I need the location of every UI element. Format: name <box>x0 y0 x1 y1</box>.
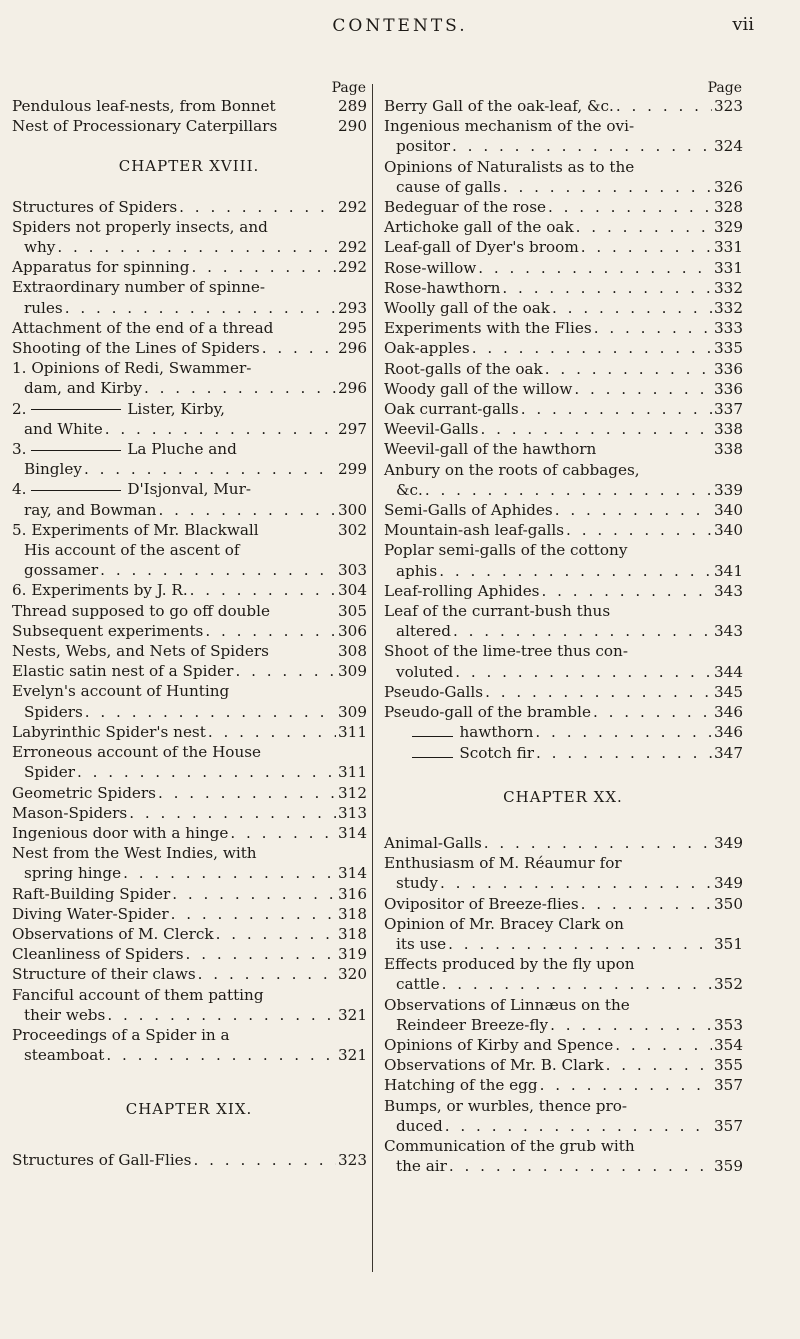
toc-entry: Woolly gall of the oak . . . 332 <box>384 298 742 318</box>
ditto-rule <box>31 409 121 410</box>
toc-entry: Structure of their claws . . . 320 <box>12 964 366 984</box>
page-column-header: Page <box>707 80 742 96</box>
toc-entry-line: Opinions of Naturalists as to the <box>384 157 635 176</box>
running-head: CONTENTS. <box>332 16 468 36</box>
toc-entry: Woody gall of the willow . . . 336 <box>384 379 742 399</box>
toc-entry-line: His account of the ascent of <box>24 541 240 560</box>
toc-entry-line: 4. D'Isjonval, Mur- <box>12 480 251 499</box>
toc-entry: ray, and Bowman . . . 300 <box>12 500 366 520</box>
toc-entry: its use . . . 351 <box>384 934 742 954</box>
toc-entry-line: Fanciful account of them patting <box>12 985 264 1004</box>
toc-entry: Opinions of Kirby and Spence . . . 354 <box>384 1035 742 1055</box>
toc-entry: Reindeer Breeze-fly . . . 353 <box>384 1015 742 1035</box>
toc-entry: Subsequent experiments . . . 306 <box>12 621 366 641</box>
toc-entry: Spiders . . . 309 <box>12 702 366 722</box>
toc-entry-line: Poplar semi-galls of the cottony <box>384 541 628 560</box>
toc-entry-line: Anbury on the roots of cabbages, <box>384 460 640 479</box>
toc-entry-line: Nest from the West Indies, with <box>12 844 257 863</box>
column-divider <box>372 84 373 1272</box>
toc-entry: Apparatus for spinning . . . 292 <box>12 257 366 277</box>
toc-entry: Animal-Galls . . . 349 <box>384 833 742 853</box>
toc-entry: Bedeguar of the rose . . . 328 <box>384 197 742 217</box>
toc-entry-line: 2. Lister, Kirby, <box>12 399 225 418</box>
toc-entry: Observations of Mr. B. Clark . . . 355 <box>384 1055 742 1075</box>
toc-entry: aphis . . . 341 <box>384 561 742 581</box>
toc-entry-line: Extraordinary number of spinne- <box>12 278 265 297</box>
toc-entry: Geometric Spiders . . . 312 <box>12 783 366 803</box>
toc-entry: cause of galls . . . 326 <box>384 177 742 197</box>
page-column-header: Page <box>331 80 366 96</box>
left-column <box>12 80 366 1170</box>
toc-entry: spring hinge . . . 314 <box>12 863 366 883</box>
toc-entry: Ingenious door with a hinge . . . 314 <box>12 823 366 843</box>
toc-entry: altered . . . 343 <box>384 621 742 641</box>
toc-entry-line: 3. La Pluche and <box>12 440 237 459</box>
toc-entry: duced . . . 357 <box>384 1116 742 1136</box>
toc-entry: Elastic satin nest of a Spider . . . 309 <box>12 661 366 681</box>
chapter-heading: CHAPTER XVIII. <box>118 157 260 176</box>
toc-entry-line: Shoot of the lime-tree thus con- <box>384 642 628 661</box>
toc-entry: Scotch fir . . . 347 <box>384 743 742 763</box>
toc-entry: study . . . 349 <box>384 873 742 893</box>
toc-entry: Pseudo-Galls . . . 345 <box>384 682 742 702</box>
toc-entry-line: Communication of the grub with <box>384 1136 635 1155</box>
toc-entry: Semi-Galls of Aphides . . . 340 <box>384 500 742 520</box>
ditto-rule <box>31 450 121 451</box>
toc-entry: Hatching of the egg . . . 357 <box>384 1075 742 1095</box>
toc-entry: Root-galls of the oak . . . 336 <box>384 359 742 379</box>
toc-entry: Mountain-ash leaf-galls . . . 340 <box>384 520 742 540</box>
toc-entry: Experiments with the Flies . . . 333 <box>384 318 742 338</box>
toc-entry: steamboat . . . 321 <box>12 1045 366 1065</box>
toc-entry: Leaf-rolling Aphides . . . 343 <box>384 581 742 601</box>
toc-entry: voluted . . . 344 <box>384 662 742 682</box>
toc-entry-line: Evelyn's account of Hunting <box>12 682 230 701</box>
toc-entry: Bingley . . . 299 <box>12 459 366 479</box>
toc-entry: Oak-apples . . . 335 <box>384 338 742 358</box>
toc-entry: Artichoke gall of the oak . . . 329 <box>384 217 742 237</box>
chapter-heading: CHAPTER XIX. <box>125 1100 253 1119</box>
toc-entry-line: Bumps, or wurbles, thence pro- <box>384 1096 628 1115</box>
toc-entry: 6. Experiments by J. R. . . . 304 <box>12 580 366 600</box>
toc-entry-line: Spiders not properly insects, and <box>12 217 268 236</box>
toc-entry: gossamer . . . 303 <box>12 560 366 580</box>
toc-entry: Rose-willow . . . 331 <box>384 258 742 278</box>
toc-entry-line: Opinion of Mr. Bracey Clark on <box>384 914 624 933</box>
folio-page-number: vii <box>732 14 754 35</box>
toc-entry: Berry Gall of the oak-leaf, &c. . . . 323 <box>384 96 742 116</box>
toc-entry: hawthorn . . . 346 <box>384 722 742 742</box>
toc-entry: dam, and Kirby . . . 296 <box>12 378 366 398</box>
toc-entry: Spider . . . 311 <box>12 762 366 782</box>
toc-entry: Leaf-gall of Dyer's broom . . . 331 <box>384 237 742 257</box>
toc-entry: cattle . . . 352 <box>384 974 742 994</box>
right-column <box>384 80 742 1176</box>
toc-entry: Structures of Spiders . . . 292 <box>12 197 366 217</box>
toc-entry: Thread supposed to go off double 305 <box>12 601 367 620</box>
toc-entry-line: Erroneous account of the House <box>12 743 262 762</box>
toc-entry: and White . . . 297 <box>12 419 366 439</box>
toc-entry: Labyrinthic Spider's nest . . . 311 <box>12 722 366 742</box>
ditto-rule <box>31 490 121 491</box>
toc-entry-line: Enthusiasm of M. Réaumur for <box>384 854 622 873</box>
toc-entry: Diving Water-Spider . . . 318 <box>12 904 366 924</box>
toc-entry: Weevil-gall of the hawthorn 338 <box>384 440 743 459</box>
toc-entry-line: 1. Opinions of Redi, Swammer- <box>12 359 252 378</box>
toc-entry: why . . . 292 <box>12 237 366 257</box>
toc-entry: Mason-Spiders . . . 313 <box>12 803 366 823</box>
toc-entry: &c. . . . 339 <box>384 480 742 500</box>
toc-entry-line: Leaf of the currant-bush thus <box>384 602 611 621</box>
toc-entry-line: Effects produced by the fly upon <box>384 955 635 974</box>
toc-entry: rules . . . 293 <box>12 298 366 318</box>
toc-entry: the air . . . 359 <box>384 1156 742 1176</box>
toc-entry-line: Observations of Linnæus on the <box>384 995 630 1014</box>
toc-entry: Pendulous leaf-nests, from Bonnet 289 <box>12 97 367 115</box>
toc-entry-line: Ingenious mechanism of the ovi- <box>384 117 635 136</box>
toc-entry: Cleanliness of Spiders . . . 319 <box>12 944 366 964</box>
toc-entry: Shooting of the Lines of Spiders . . . 296 <box>12 338 366 358</box>
toc-entry: Weevil-Galls . . . 338 <box>384 419 742 439</box>
chapter-heading: CHAPTER XX. <box>503 787 623 806</box>
toc-entry: Pseudo-gall of the bramble . . . 346 <box>384 702 742 722</box>
toc-entry: Attachment of the end of a thread 295 <box>12 318 367 337</box>
toc-entry: Nests, Webs, and Nets of Spiders 308 <box>12 642 367 661</box>
toc-entry: Oak currant-galls . . . 337 <box>384 399 742 419</box>
toc-entry: 5. Experiments of Mr. Blackwall 302 <box>12 520 367 539</box>
toc-entry: positor . . . 324 <box>384 136 742 156</box>
toc-entry: Raft-Building Spider . . . 316 <box>12 884 366 904</box>
toc-entry: Observations of M. Clerck . . . 318 <box>12 924 366 944</box>
ditto-rule <box>412 757 453 758</box>
toc-entry: Rose-hawthorn . . . 332 <box>384 278 742 298</box>
toc-entry: Structures of Gall-Flies . . . 323 <box>12 1150 366 1170</box>
toc-entry: Ovipositor of Breeze-flies . . . 350 <box>384 894 742 914</box>
toc-entry: their webs . . . 321 <box>12 1005 366 1025</box>
toc-entry: Nest of Processionary Caterpillars 290 <box>12 117 367 136</box>
ditto-rule <box>412 736 453 737</box>
toc-entry-line: Proceedings of a Spider in a <box>12 1025 230 1044</box>
